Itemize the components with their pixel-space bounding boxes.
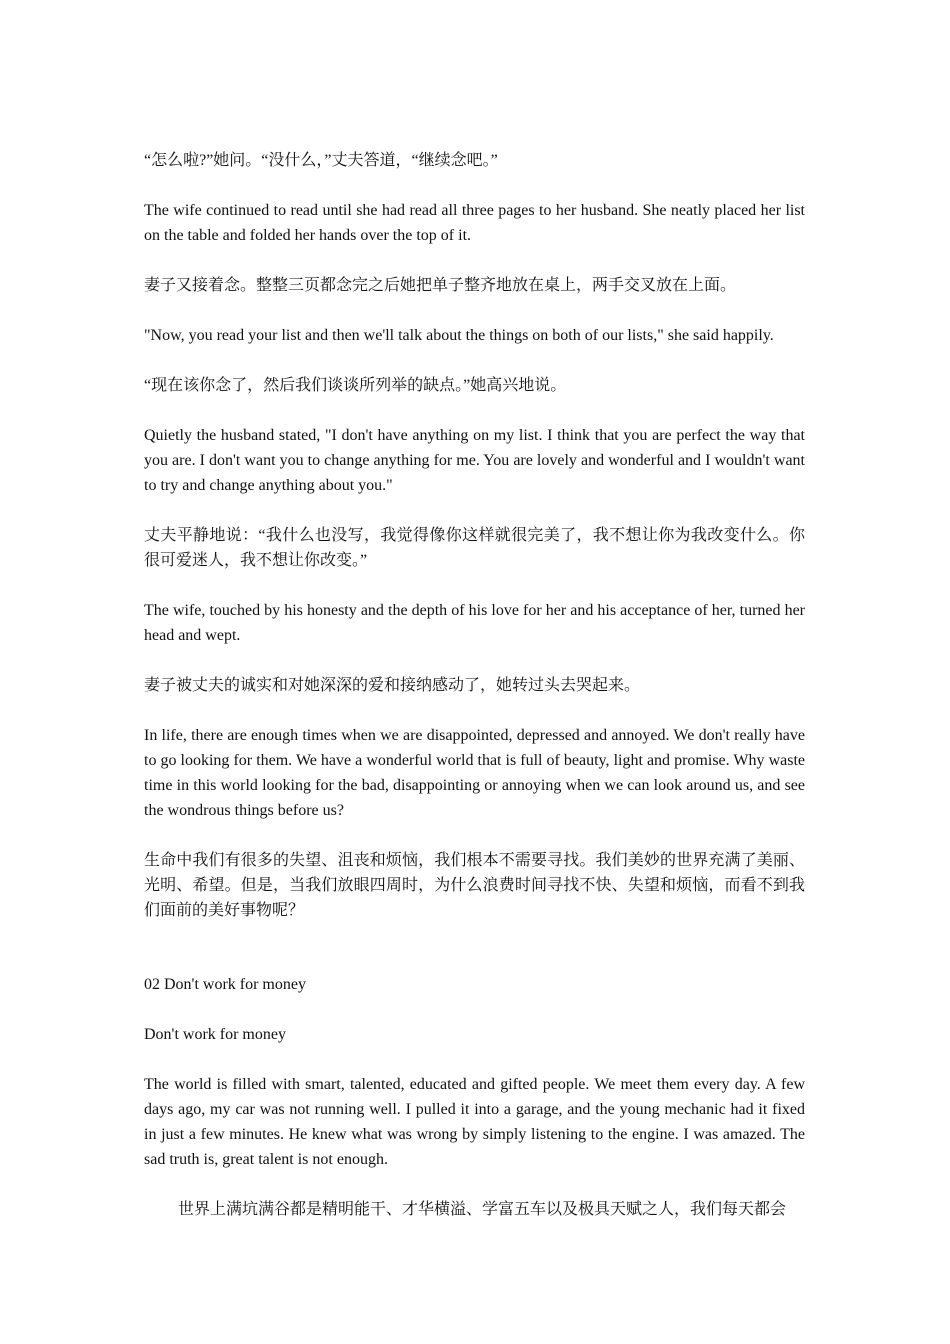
paragraph-en: Quietly the husband stated, "I don't have anything on my list. I think that you are perfect the way that you are. I don't want you to change anything for me. You are lovely and wonderful and I wouldn't want to try and change anything about you." <box>144 427 805 494</box>
section-heading: 02 Don't work for money <box>144 976 306 993</box>
paragraph-zh: 丈夫平静地说：“我什么也没写，我觉得像你这样就很完美了，我不想让你为我改变什么。你很可爱迷人，我不想让你改变。” <box>144 527 805 569</box>
paragraph-zh: 妻子又接着念。整整三页都念完之后她把单子整齐地放在桌上，两手交叉放在上面。 <box>144 277 737 294</box>
paragraph-zh: 世界上满坑满谷都是精明能干、才华横溢、学富五车以及极具天赋之人，我们每天都会 <box>178 1201 787 1218</box>
paragraph-zh: 生命中我们有很多的失望、沮丧和烦恼，我们根本不需要寻找。我们美妙的世界充满了美丽、光明、希望。但是，当我们放眼四周时，为什么浪费时间寻找不快、失望和烦恼，而看不到我们面前的美好事物呢？ <box>144 852 805 919</box>
paragraph-en: The wife, touched by his honesty and the depth of his love for her and his acceptance of her, turned her head and wept. <box>144 602 805 644</box>
paragraph-en: In life, there are enough times when we are disappointed, depressed and annoyed. We don't really have to go looking for them. We have a wonderful world that is full of beauty, light and promise. Why waste time in this world looking for the bad, disappointing or annoying when we can look around us, and see the wondrous things before us? <box>144 727 805 819</box>
section-title: Don't work for money <box>144 1026 286 1043</box>
paragraph-zh: “现在该你念了，然后我们谈谈所列举的缺点。”她高兴地说。 <box>144 377 567 394</box>
paragraph-en: "Now, you read your list and then we'll talk about the things on both of our lists," she said happily. <box>144 327 774 344</box>
document-body <box>144 148 805 1247</box>
paragraph-en: The world is filled with smart, talented, educated and gifted people. We meet them every day. A few days ago, my car was not running well. I pulled it into a garage, and the young mechanic had it fixed in just a few minutes. He knew what was wrong by simply listening to the engine. I was amazed. The sad truth is, great talent is not enough. <box>144 1076 805 1168</box>
paragraph-zh: 妻子被丈夫的诚实和对她深深的爱和接纳感动了，她转过头去哭起来。 <box>144 677 641 694</box>
paragraph-en: The wife continued to read until she had read all three pages to her husband. She neatly placed her list on the table and folded her hands over the top of it. <box>144 202 805 244</box>
paragraph-zh: “怎么啦?”她问。“没什么，”丈夫答道，“继续念吧。” <box>144 152 498 169</box>
